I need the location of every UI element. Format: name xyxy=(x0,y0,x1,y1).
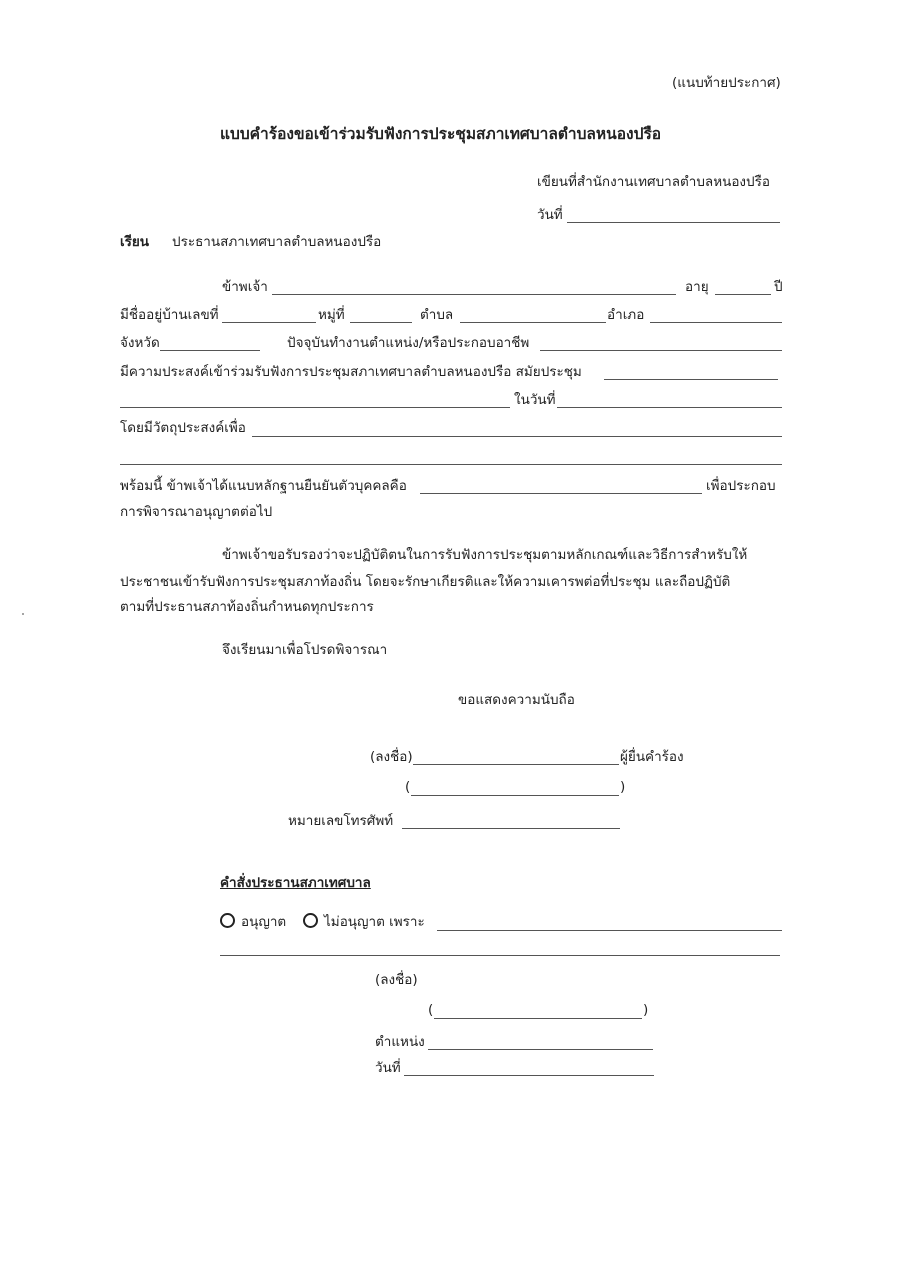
tambon-label: ตำบล xyxy=(420,307,454,323)
intent-label: มีความประสงค์เข้าร่วมรับฟังการประชุมสภาเทศบาลตำบลหนองปรือ สมัยประชุม xyxy=(120,364,582,380)
applicant-close-paren: ) xyxy=(620,779,626,795)
deny-reason-field[interactable] xyxy=(437,930,782,931)
salutation-recipient: ประธานสภาเทศบาลตำบลหนองปรือ xyxy=(172,234,382,250)
closing-request: จึงเรียนมาเพื่อโปรดพิจารณา xyxy=(222,642,388,658)
amphoe-label: อำเภอ xyxy=(607,307,645,323)
province-field[interactable] xyxy=(160,350,260,351)
pledge-line-3: ตามที่ประธานสภาท้องถิ่นกำหนดทุกประการ xyxy=(120,599,374,615)
evidence-field[interactable] xyxy=(420,493,702,494)
house-no-field[interactable] xyxy=(222,322,316,323)
occupation-label: ปัจจุบันทำงานตำแหน่ง/หรือประกอบอาชีพ xyxy=(287,335,530,351)
form-title: แบบคำร้องขอเข้าร่วมรับฟังการประชุมสภาเทศบาลตำบลหนองปรือ xyxy=(220,125,662,143)
applicant-name-field[interactable] xyxy=(272,294,676,295)
purpose-field-continued[interactable] xyxy=(120,464,782,465)
position-label: ตำแหน่ง xyxy=(375,1034,425,1050)
order-date-label: วันที่ xyxy=(375,1060,401,1076)
years-label: ปี xyxy=(774,279,783,295)
house-no-label: มีชื่ออยู่บ้านเลขที่ xyxy=(120,307,219,323)
date-field[interactable] xyxy=(567,222,780,223)
applicant-open-paren: ( xyxy=(405,779,411,795)
applicant-sign-label: (ลงชื่อ) xyxy=(370,749,413,765)
applicant-printed-name-field[interactable] xyxy=(411,795,619,796)
date-label: วันที่ xyxy=(537,207,563,223)
closing-regards: ขอแสดงความนับถือ xyxy=(458,692,575,708)
amphoe-field[interactable] xyxy=(650,322,782,323)
approve-radio-icon[interactable] xyxy=(220,913,235,928)
phone-label: หมายเลขโทรศัพท์ xyxy=(288,813,394,829)
purpose-label: โดยมีวัตถุประสงค์เพื่อ xyxy=(120,420,246,436)
deny-option-label: ไม่อนุญาต เพราะ xyxy=(324,914,425,930)
order-heading: คำสั่งประธานสภาเทศบาล xyxy=(220,875,371,891)
deny-radio-icon[interactable] xyxy=(303,913,318,928)
approve-option-label: อนุญาต xyxy=(241,914,287,930)
written-at: เขียนที่สำนักงานเทศบาลตำบลหนองปรือ xyxy=(537,174,770,190)
deny-option[interactable] xyxy=(303,912,425,932)
age-field[interactable] xyxy=(715,294,771,295)
applicant-signature-field[interactable] xyxy=(413,764,619,765)
evidence-line2: การพิจารณาอนุญาตต่อไป xyxy=(120,504,273,520)
age-label: อายุ xyxy=(685,279,709,295)
session-field[interactable] xyxy=(604,379,778,380)
session-field-continued[interactable] xyxy=(120,407,510,408)
province-label: จังหวัด xyxy=(120,335,160,351)
purpose-field[interactable] xyxy=(252,436,782,437)
position-field[interactable] xyxy=(428,1049,653,1050)
order-date-field[interactable] xyxy=(404,1075,654,1076)
approve-option[interactable] xyxy=(220,912,286,932)
chairman-printed-name-field[interactable] xyxy=(434,1018,642,1019)
chairman-sign-label: (ลงชื่อ) xyxy=(375,972,418,988)
salutation-label: เรียน xyxy=(120,234,150,250)
pledge-line-2: ประชาชนเข้ารับฟังการประชุมสภาท้องถิ่น โดยจะรักษาเกียรติและให้ความเคารพต่อที่ประชุม และถือปฏิบัติ xyxy=(120,574,731,590)
evidence-suffix: เพื่อประกอบ xyxy=(706,478,776,494)
on-date-label: ในวันที่ xyxy=(514,392,556,408)
deny-reason-field-continued[interactable] xyxy=(220,955,780,956)
applicant-label: ข้าพเจ้า xyxy=(222,279,268,295)
chairman-open-paren: ( xyxy=(428,1002,434,1018)
evidence-label: พร้อมนี้ ข้าพเจ้าได้แนบหลักฐานยืนยันตัวบุคคลคือ xyxy=(120,478,407,494)
tambon-field[interactable] xyxy=(460,322,606,323)
moo-label: หมู่ที่ xyxy=(318,307,345,323)
scan-speck xyxy=(22,613,24,615)
meeting-date-field[interactable] xyxy=(557,407,782,408)
annex-note: (แนบท้ายประกาศ) xyxy=(672,75,781,91)
phone-field[interactable] xyxy=(402,828,620,829)
moo-field[interactable] xyxy=(350,322,412,323)
pledge-line-1: ข้าพเจ้าขอรับรองว่าจะปฏิบัติตนในการรับฟังการประชุมตามหลักเกณฑ์และวิธีการสำหรับให้ xyxy=(222,547,748,563)
applicant-role: ผู้ยื่นคำร้อง xyxy=(620,749,684,765)
occupation-field[interactable] xyxy=(540,350,782,351)
chairman-close-paren: ) xyxy=(643,1002,649,1018)
